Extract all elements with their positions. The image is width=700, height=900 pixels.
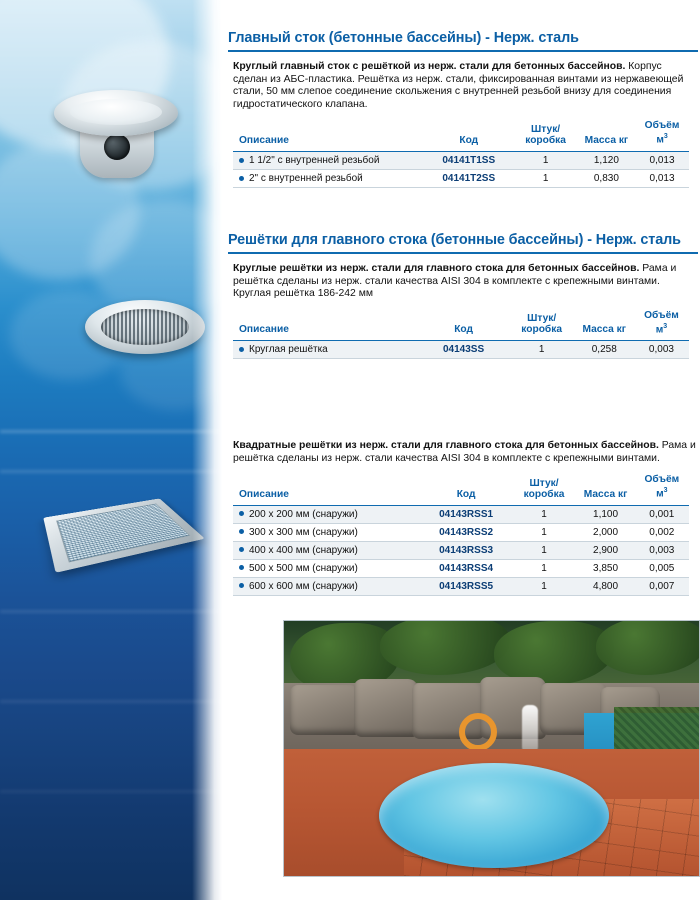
bullet-icon bbox=[239, 565, 244, 570]
table-body bbox=[233, 505, 689, 595]
cell-qty: 1 bbox=[513, 169, 577, 187]
col-mass-label: Масса кг bbox=[584, 134, 629, 146]
table-row bbox=[233, 169, 689, 187]
col-volume-label: Объём м bbox=[644, 474, 680, 500]
cell-volume: 0,002 bbox=[635, 523, 689, 541]
cell-code: 04143RSS5 bbox=[421, 577, 512, 595]
square-grate-product-photo bbox=[38, 475, 203, 585]
bullet-icon bbox=[239, 547, 244, 552]
col-qty-label: Штук/ коробка bbox=[521, 313, 562, 336]
rock-waterfall-pool-photo bbox=[283, 620, 700, 877]
spec-table bbox=[233, 473, 689, 595]
col-volume-label: Объём м bbox=[644, 120, 680, 146]
bullet-icon bbox=[239, 176, 244, 181]
cell-description bbox=[233, 523, 421, 541]
cell-qty: 1 bbox=[509, 341, 575, 359]
cell-description bbox=[233, 559, 421, 577]
cell-mass: 2,000 bbox=[576, 523, 634, 541]
paragraph-lead: Квадратные решётки из нерж. стали для главного стока для бетонных бассейнов. bbox=[233, 440, 659, 451]
col-volume-exponent: 3 bbox=[663, 133, 668, 141]
paragraph-rest: Рама и решётка сделаны из нерж. стали качества AISI 304 в комплекте с крепежными винтами. Круглая решётка 186-242 мм bbox=[233, 263, 677, 300]
table-row bbox=[233, 541, 689, 559]
cell-mass: 4,800 bbox=[576, 577, 634, 595]
cell-description-text: 200 х 200 мм (снаружи) bbox=[249, 508, 358, 520]
table-body bbox=[233, 341, 689, 359]
cell-mass: 1,100 bbox=[576, 505, 634, 523]
cell-qty: 1 bbox=[512, 541, 577, 559]
cell-code: 04143SS bbox=[418, 341, 508, 359]
cell-qty: 1 bbox=[513, 151, 577, 169]
bullet-icon bbox=[239, 158, 244, 163]
section-divider bbox=[228, 50, 698, 52]
table-row bbox=[233, 505, 689, 523]
table-header-row bbox=[233, 119, 689, 151]
col-volume-label: Объём м bbox=[644, 309, 679, 336]
section-paragraph bbox=[228, 263, 698, 301]
water-streak bbox=[0, 700, 222, 703]
col-mass bbox=[576, 473, 634, 505]
col-volume bbox=[635, 473, 689, 505]
cell-code: 04143RSS4 bbox=[421, 559, 512, 577]
section-divider bbox=[228, 252, 698, 254]
section-title: Главный сток (бетонные бассейны) - Нерж. сталь bbox=[228, 30, 579, 46]
rock bbox=[354, 679, 418, 737]
paragraph-lead: Круглые решётки из нерж. стали для главного стока для бетонных бассейнов. bbox=[233, 263, 640, 274]
bullet-icon bbox=[239, 347, 244, 352]
col-qty-label: Штук/ коробка bbox=[525, 123, 566, 146]
cell-description bbox=[233, 577, 421, 595]
table-row bbox=[233, 577, 689, 595]
cell-description bbox=[233, 341, 418, 359]
cell-qty: 1 bbox=[512, 505, 577, 523]
cell-mass: 2,900 bbox=[576, 541, 634, 559]
cell-description-text: Круглая решётка bbox=[249, 344, 328, 356]
drain-outlet-hole bbox=[104, 134, 130, 160]
spec-table bbox=[233, 309, 689, 359]
decorative-water-panel bbox=[0, 0, 222, 900]
col-description: Описание bbox=[239, 324, 289, 336]
col-code: Код bbox=[454, 324, 473, 336]
cell-description-text: 300 х 300 мм (снаружи) bbox=[249, 526, 358, 538]
round-grate-product-photo bbox=[85, 300, 205, 360]
col-qty bbox=[512, 473, 577, 505]
section-main-drain bbox=[228, 30, 698, 188]
col-volume-exponent: 3 bbox=[663, 322, 668, 330]
paragraph-lead: Круглый главный сток с решёткой из нерж. стали для бетонных бассейнов. bbox=[233, 61, 626, 72]
cell-code: 04143RSS1 bbox=[421, 505, 512, 523]
cell-volume: 0,007 bbox=[635, 577, 689, 595]
cell-qty: 1 bbox=[512, 523, 577, 541]
table-row bbox=[233, 559, 689, 577]
col-description: Описание bbox=[239, 134, 289, 146]
foliage-cluster bbox=[596, 620, 700, 675]
cell-volume: 0,013 bbox=[635, 151, 689, 169]
bullet-icon bbox=[239, 511, 244, 516]
cell-volume: 0,001 bbox=[635, 505, 689, 523]
section-title: Решётки для главного стока (бетонные бассейны) - Нерж. сталь bbox=[228, 232, 681, 248]
cell-volume: 0,003 bbox=[634, 341, 689, 359]
col-qty bbox=[513, 119, 577, 151]
cell-mass: 3,850 bbox=[576, 559, 634, 577]
col-mass bbox=[575, 309, 634, 341]
cell-description bbox=[233, 541, 421, 559]
section-square-grates bbox=[228, 440, 698, 596]
water-streak bbox=[0, 790, 222, 793]
col-description: Описание bbox=[239, 488, 289, 500]
table-body bbox=[233, 151, 689, 187]
cell-volume: 0,005 bbox=[635, 559, 689, 577]
cell-description bbox=[233, 505, 421, 523]
col-volume bbox=[635, 119, 689, 151]
cell-code: 04141T2SS bbox=[424, 169, 513, 187]
col-volume bbox=[634, 309, 689, 341]
drain-grate-lid bbox=[54, 90, 178, 136]
cell-description bbox=[233, 151, 424, 169]
section-paragraph bbox=[228, 440, 698, 465]
main-drain-product-photo bbox=[40, 82, 190, 202]
cell-description bbox=[233, 169, 424, 187]
col-qty bbox=[509, 309, 575, 341]
cell-mass: 1,120 bbox=[578, 151, 635, 169]
cell-mass: 0,830 bbox=[578, 169, 635, 187]
cell-description-text: 1 1/2" с внутренней резьбой bbox=[249, 154, 380, 166]
water-streak bbox=[0, 430, 222, 433]
cell-qty: 1 bbox=[512, 559, 577, 577]
col-volume-exponent: 3 bbox=[663, 487, 668, 495]
col-mass-label: Масса кг bbox=[582, 324, 627, 336]
content-column bbox=[228, 0, 700, 900]
paragraph-rest: Корпус сделан из АБС-пластика. Решётка из нерж. стали, фиксированная винтами из нержавеющей стали, 50 мм слепое соединение скольжения с внутренней резьбой внизу для соединения гидростатического клапана. bbox=[233, 61, 684, 110]
col-mass bbox=[578, 119, 635, 151]
cell-code: 04141T1SS bbox=[424, 151, 513, 169]
col-mass-label: Масса кг bbox=[583, 488, 628, 500]
rock bbox=[290, 685, 360, 735]
cell-volume: 0,013 bbox=[635, 169, 689, 187]
bullet-icon bbox=[239, 529, 244, 534]
paragraph-rest: Рама и решётка сделаны из нерж. стали качества AISI 304 в комплекте с крепежными винтами. bbox=[233, 440, 696, 464]
panel-edge-fade bbox=[192, 0, 222, 900]
cell-qty: 1 bbox=[512, 577, 577, 595]
table-row bbox=[233, 523, 689, 541]
col-qty-label: Штук/ коробка bbox=[523, 477, 565, 500]
cell-description-text: 400 х 400 мм (снаружи) bbox=[249, 544, 358, 556]
cell-volume: 0,003 bbox=[635, 541, 689, 559]
table-header bbox=[233, 473, 689, 505]
table-row bbox=[233, 151, 689, 169]
table-header-row bbox=[233, 309, 689, 341]
cell-description-text: 2" с внутренней резьбой bbox=[249, 172, 363, 184]
cell-description-text: 600 х 600 мм (снаружи) bbox=[249, 580, 358, 592]
cell-description-text: 500 х 500 мм (снаружи) bbox=[249, 562, 358, 574]
water-streak bbox=[0, 470, 222, 473]
round-grate-mesh bbox=[101, 309, 189, 345]
table-row bbox=[233, 341, 689, 359]
col-code: Код bbox=[456, 488, 476, 500]
water-streak bbox=[0, 610, 222, 613]
table-header bbox=[233, 309, 689, 341]
life-ring-icon bbox=[459, 713, 497, 751]
waterfall bbox=[522, 705, 538, 753]
bullet-icon bbox=[239, 583, 244, 588]
table-header bbox=[233, 119, 689, 151]
cell-mass: 0,258 bbox=[575, 341, 634, 359]
cell-code: 04143RSS3 bbox=[421, 541, 512, 559]
spec-table bbox=[233, 119, 689, 187]
section-round-grates bbox=[228, 232, 698, 359]
table-header-row bbox=[233, 473, 689, 505]
pool-water bbox=[379, 763, 609, 868]
col-code: Код bbox=[459, 134, 479, 146]
section-paragraph bbox=[228, 61, 698, 111]
cell-code: 04143RSS2 bbox=[421, 523, 512, 541]
